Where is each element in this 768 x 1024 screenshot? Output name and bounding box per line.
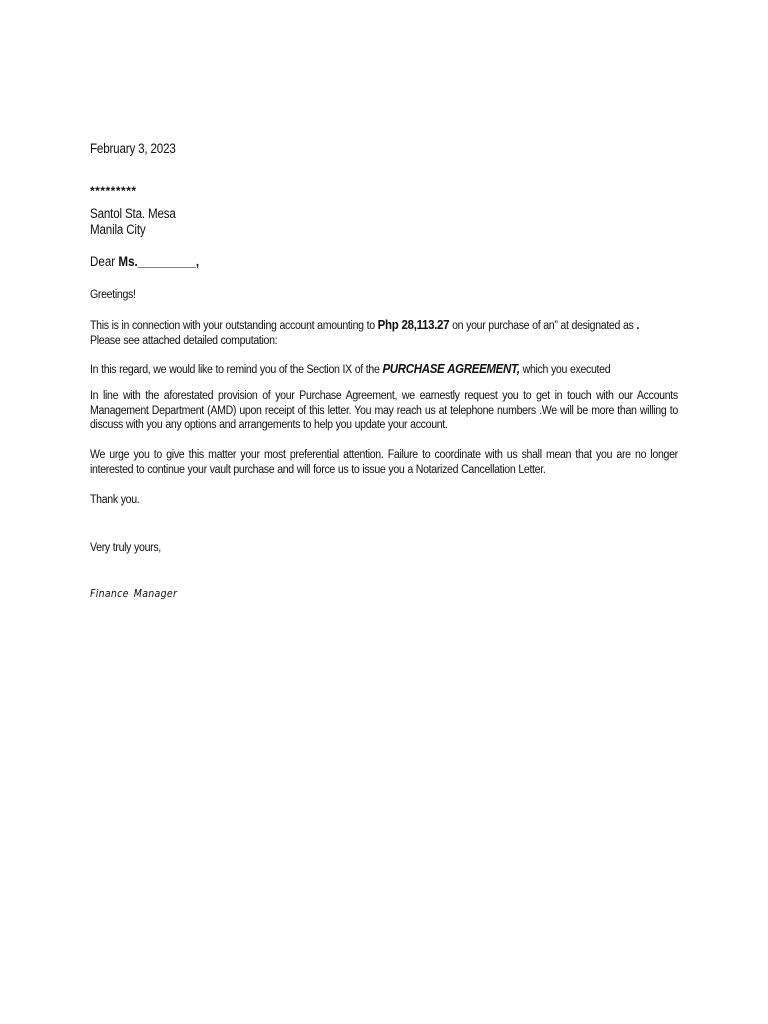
closing: Very truly yours, bbox=[90, 542, 161, 554]
p1-text-1: This is in connection with your outstanding account amounting to bbox=[90, 320, 378, 332]
recipient-address-line2: Manila City bbox=[90, 222, 146, 237]
signature-title: Finance Manager bbox=[90, 588, 178, 600]
salutation bbox=[90, 254, 596, 269]
paragraph-contact-request: In line with the aforestated provision of your Purchase Agreement, we earnestly request you to get in touch with our Accounts Management Department (AMD) upon receipt of this letter. You may reach us at telephone numbers .We will be more than willing to discuss with you any options and arrangements to help you update your account. bbox=[90, 390, 678, 431]
p1-text-line2: Please see attached detailed computation: bbox=[90, 334, 278, 347]
recipient-address-line1: Santol Sta. Mesa bbox=[90, 206, 176, 221]
p2-text-1: In this regard, we would like to remind you of the Section IX of the bbox=[90, 364, 383, 376]
paragraph-outstanding-account bbox=[90, 318, 678, 348]
p2-text-2: which you executed bbox=[519, 364, 611, 376]
paragraph-section-reminder bbox=[90, 362, 678, 378]
recipient-name: ********* bbox=[90, 184, 137, 198]
paragraph-urge: We urge you to give this matter your most preferential attention. Failure to coordinate with us shall mean that you are no longer interested to continue your vault purchase and will force us to issue you a Notarized Cancellation Letter. bbox=[90, 449, 678, 476]
letter-date: February 3, 2023 bbox=[90, 141, 176, 156]
salutation-prefix: Dear bbox=[90, 254, 119, 269]
greeting: Greetings! bbox=[90, 289, 136, 301]
outstanding-amount: Php 28,113.27 bbox=[377, 318, 450, 332]
p1-text-2: on your purchase of an” at designated as bbox=[449, 320, 637, 332]
thank-you: Thank you. bbox=[90, 494, 140, 506]
salutation-name: Ms._________, bbox=[118, 254, 200, 269]
p1-dot: . bbox=[636, 320, 640, 332]
purchase-agreement-label: PURCHASE AGREEMENT, bbox=[382, 362, 520, 376]
